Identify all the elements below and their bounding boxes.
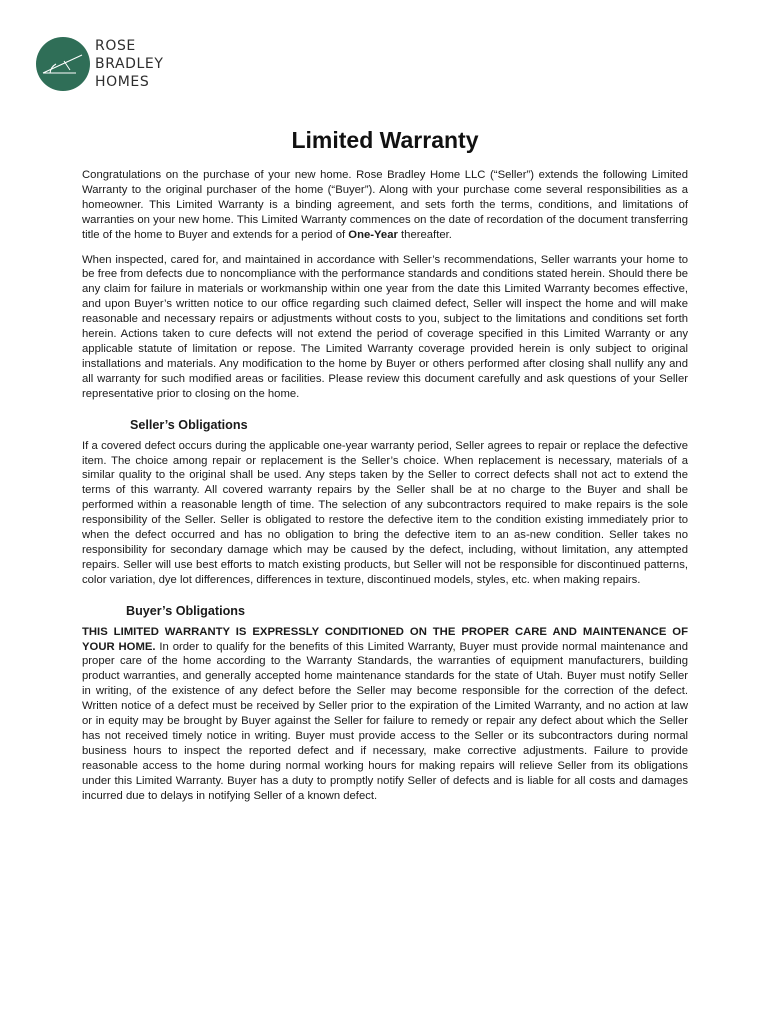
intro-text-end: thereafter.	[397, 228, 452, 241]
logo-emblem-icon	[36, 37, 90, 91]
sellers-obligations-heading: Seller’s Obligations	[130, 417, 248, 432]
intro-text: Congratulations on the purchase of your new home. Rose Bradley Home LLC (“Seller”) extends the following Limited Warranty to the original purchaser of the home (“Buyer”). Along with your purchase come several responsibilities as a homeowner. This Limited Warranty is a binding agreement, and sets forth the terms, conditions, and limitations of warranties on your new home. This Limited Warranty commences on the date of recordation of the document transferring title of the home to Buyer and extends for a period of	[82, 169, 688, 241]
document-title: Limited Warranty	[291, 127, 479, 153]
buyers-obligations-paragraph	[82, 625, 688, 804]
buyers-obligations-text: In order to qualify for the benefits of this Limited Warranty, Buyer must provide normal maintenance and proper care of the home according to the Warranty Standards, the warranties of equipment manufacturers, building product warranties, and generally accepted home maintenance standards for the state of Utah. Buyer must notify Seller in writing, of the existence of any defect before the Seller may become responsible for the correction of the defect. Written notice of a defect must be received by Seller prior to the expiration of the Limited Warranty, and no action at law or in equity may be brought by Buyer against the Seller for failure to remedy or repair any defect about which the Seller has not received timely notice in writing. Buyer must provide access to the Seller or its subcontractors during normal business hours to inspect the reported defect and if necessary, make corrective adjustments. Failure to provide reasonable access to the home during normal working hours for making repairs will relieve Seller from its obligations under this Limited Warranty. Buyer has a duty to promptly notify Seller of defects and is liable for all costs and damages incurred due to delays in notifying Seller of a known defect.	[82, 640, 688, 802]
coverage-paragraph: When inspected, cared for, and maintained in accordance with Seller’s recommendations, Seller warrants your home to be free from defects due to noncompliance with the performance standards and conditions stated herein. Should there be any claim for failure in materials or workmanship within one year from the date this Limited Warranty becomes effective, and upon Buyer’s written notice to our office regarding such claimed defect, Seller will inspect the home and will make reasonable and necessary repairs or adjustments without costs to you, subject to the limitations and conditions set forth herein. Actions taken to cure defects will not extend the period of coverage specified in this Limited Warranty or any applicable statute of limitation or repose. The Limited Warranty coverage provided herein is only subject to original installations and materials. Any modification to the home by Buyer or others performed after closing shall nullify any and all warranty for such modified areas or facilities. Please review this document carefully and ask questions of your Seller representative prior to closing on the home.	[82, 253, 689, 400]
company-logo	[36, 37, 164, 91]
logo-line-bradley: BRADLEY	[95, 56, 164, 72]
logo-line-homes: HOMES	[95, 74, 150, 90]
intro-bold-term: One-Year	[348, 228, 398, 241]
logo-line-rose: ROSE	[95, 38, 136, 54]
logo-wordmark	[95, 37, 164, 91]
document-body	[82, 168, 688, 804]
buyers-obligations-heading: Buyer’s Obligations	[126, 603, 245, 618]
intro-paragraph	[82, 168, 688, 243]
sellers-obligations-paragraph: If a covered defect occurs during the applicable one-year warranty period, Seller agrees to repair or replace the defective item. The choice among repair or replacement is the Seller’s choice. When replacement is necessary, materials of a similar quality to the original shall be used. Any steps taken by the Seller to correct defects shall not act to extend the terms of this warranty. All covered warranty repairs by the Seller shall be at no charge to the Buyer and shall be performed within a reasonable length of time. The selection of any subcontractors required to make repairs is the sole responsibility of the Seller. Seller is obligated to restore the defective item to the condition existing immediately prior to when the defect occurred and has no obligation to bring the defective item to an as-new condition. Seller takes no responsibility for secondary damage which may be caused by the defect, including, without limitation, any attempted repairs. Seller will use best efforts to match existing products, but Seller will not be responsible for discontinued patterns, color variation, dye lot differences, differences in texture, discontinued models, styles, etc. when making repairs.	[82, 439, 688, 586]
buyers-conditions-bold: THIS LIMITED WARRANTY IS EXPRESSLY CONDITIONED ON THE PROPER CARE AND MAINTENANCE OF YOUR HOME.	[82, 625, 688, 653]
